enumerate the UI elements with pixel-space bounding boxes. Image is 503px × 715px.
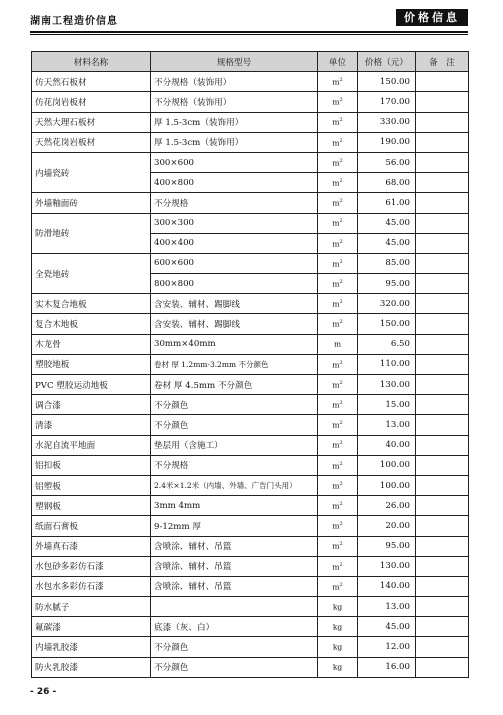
col-header-remark: 备 注 xyxy=(416,52,469,72)
spec: 400×800 xyxy=(151,173,318,193)
table-row xyxy=(32,152,469,172)
unit-exponent: 2 xyxy=(339,561,343,568)
price: 85.00 xyxy=(358,253,416,273)
table-row xyxy=(32,455,469,475)
price: 61.00 xyxy=(358,193,416,213)
material-name: 水泥自流平地面 xyxy=(32,435,151,455)
remark xyxy=(416,657,469,677)
unit-base: kg xyxy=(332,622,343,632)
unit-exponent: 2 xyxy=(339,157,343,164)
table-row xyxy=(32,92,469,112)
remark xyxy=(416,72,469,92)
spec: 9-12mm 厚 xyxy=(151,516,318,536)
unit-base: m xyxy=(332,299,340,309)
price: 190.00 xyxy=(358,132,416,152)
unit-exponent: 2 xyxy=(339,521,343,528)
unit-base: m xyxy=(332,97,340,107)
unit-exponent: 2 xyxy=(339,97,343,104)
price: 12.00 xyxy=(358,637,416,657)
remark xyxy=(416,92,469,112)
unit xyxy=(318,92,358,112)
price: 110.00 xyxy=(358,354,416,374)
unit-base: m xyxy=(332,198,340,208)
header-rule xyxy=(30,31,468,33)
table-row xyxy=(32,132,469,152)
remark xyxy=(416,112,469,132)
unit xyxy=(318,233,358,253)
table-row xyxy=(32,72,469,92)
remark xyxy=(416,213,469,233)
unit-base: m xyxy=(332,400,340,410)
table-row xyxy=(32,112,469,132)
spec: 厚 1.5-3cm（装饰用） xyxy=(151,132,318,152)
material-name: 水包砂多彩仿石漆 xyxy=(32,556,151,576)
table-header-row xyxy=(32,52,469,72)
spec: 含喷涂、辅材、吊篮 xyxy=(151,536,318,556)
unit-base: m xyxy=(332,259,340,269)
unit-exponent: 2 xyxy=(339,440,343,447)
spec: 含安装、辅材、踢脚线 xyxy=(151,294,318,314)
unit xyxy=(318,475,358,495)
col-header-spec: 规格型号 xyxy=(151,52,318,72)
unit-base: m xyxy=(332,178,340,188)
price: 68.00 xyxy=(358,173,416,193)
price: 45.00 xyxy=(358,617,416,637)
price: 13.00 xyxy=(358,597,416,617)
table-row xyxy=(32,415,469,435)
material-name: 全瓷地砖 xyxy=(32,253,151,293)
unit xyxy=(318,556,358,576)
material-name: 铝塑板 xyxy=(32,475,151,495)
material-name: 实木复合地板 xyxy=(32,294,151,314)
material-name: 外墙真石漆 xyxy=(32,536,151,556)
col-header-price: 价格（元） xyxy=(358,52,416,72)
table-row xyxy=(32,496,469,516)
unit-base: m xyxy=(332,319,340,329)
remark xyxy=(416,435,469,455)
material-name: 木龙骨 xyxy=(32,334,151,354)
unit-base: m xyxy=(332,77,340,87)
spec: 3mm 4mm xyxy=(151,496,318,516)
unit-base: m xyxy=(332,218,340,228)
spec: 30mm×40mm xyxy=(151,334,318,354)
unit xyxy=(318,395,358,415)
unit-exponent: 2 xyxy=(339,258,343,265)
unit xyxy=(318,152,358,172)
material-name: 塑胶地板 xyxy=(32,354,151,374)
unit xyxy=(318,132,358,152)
remark xyxy=(416,576,469,596)
remark xyxy=(416,314,469,334)
spec: 卷材 厚 1.2mm-3.2mm 不分颜色 xyxy=(151,354,318,374)
unit xyxy=(318,314,358,334)
material-name: 防水腻子 xyxy=(32,597,151,617)
unit-base: m xyxy=(332,440,340,450)
unit-exponent: 2 xyxy=(339,460,343,467)
unit-base: kg xyxy=(332,602,343,612)
remark xyxy=(416,637,469,657)
material-name: 外墙釉面砖 xyxy=(32,193,151,213)
unit xyxy=(318,375,358,395)
remark xyxy=(416,516,469,536)
unit-base: m xyxy=(332,138,340,148)
price: 45.00 xyxy=(358,233,416,253)
unit-base: m xyxy=(332,117,340,127)
material-name: 纸面石膏板 xyxy=(32,516,151,536)
unit xyxy=(318,72,358,92)
price: 16.00 xyxy=(358,657,416,677)
spec: 含喷涂、辅材、吊篮 xyxy=(151,556,318,576)
unit xyxy=(318,617,358,637)
material-name: PVC 塑胶运动地板 xyxy=(32,375,151,395)
unit-exponent: 2 xyxy=(339,581,343,588)
remark xyxy=(416,152,469,172)
table-row xyxy=(32,375,469,395)
col-header-unit: 单位 xyxy=(318,52,358,72)
unit-exponent: 2 xyxy=(339,117,343,124)
remark xyxy=(416,173,469,193)
remark xyxy=(416,294,469,314)
unit xyxy=(318,274,358,294)
unit xyxy=(318,173,358,193)
unit xyxy=(318,455,358,475)
unit xyxy=(318,657,358,677)
price: 45.00 xyxy=(358,213,416,233)
page-number: - 26 - xyxy=(30,687,57,697)
price: 170.00 xyxy=(358,92,416,112)
price-table xyxy=(31,51,469,678)
spec: 底漆（灰、白） xyxy=(151,617,318,637)
unit xyxy=(318,294,358,314)
material-name: 天然大理石板材 xyxy=(32,112,151,132)
unit-exponent: 2 xyxy=(339,400,343,407)
remark xyxy=(416,475,469,495)
unit xyxy=(318,112,358,132)
remark xyxy=(416,617,469,637)
price: 320.00 xyxy=(358,294,416,314)
unit-exponent: 2 xyxy=(339,480,343,487)
unit xyxy=(318,435,358,455)
material-name: 防滑地砖 xyxy=(32,213,151,253)
spec: 不分颜色 xyxy=(151,637,318,657)
remark xyxy=(416,334,469,354)
remark xyxy=(416,354,469,374)
material-name: 防火乳胶漆 xyxy=(32,657,151,677)
spec: 400×400 xyxy=(151,233,318,253)
spec: 600×600 xyxy=(151,253,318,273)
unit-base: m xyxy=(332,521,340,531)
spec: 不分规格（装饰用） xyxy=(151,72,318,92)
price: 95.00 xyxy=(358,274,416,294)
material-name: 调合漆 xyxy=(32,395,151,415)
table-row xyxy=(32,314,469,334)
spec: 2.4米×1.2米（内墙、外墙、广告门头用） xyxy=(151,475,318,495)
price: 6.50 xyxy=(358,334,416,354)
price: 150.00 xyxy=(358,72,416,92)
material-name: 仿天然石板材 xyxy=(32,72,151,92)
unit-base: m xyxy=(332,481,340,491)
table-row xyxy=(32,435,469,455)
unit xyxy=(318,597,358,617)
price: 140.00 xyxy=(358,576,416,596)
remark xyxy=(416,375,469,395)
material-name: 塑钢板 xyxy=(32,496,151,516)
unit-exponent: 2 xyxy=(339,238,343,245)
remark xyxy=(416,274,469,294)
unit-exponent: 2 xyxy=(339,420,343,427)
unit-exponent: 2 xyxy=(339,319,343,326)
table-row xyxy=(32,617,469,637)
price: 40.00 xyxy=(358,435,416,455)
unit-base: m xyxy=(332,420,340,430)
unit xyxy=(318,576,358,596)
material-name: 水包水多彩仿石漆 xyxy=(32,576,151,596)
table-row xyxy=(32,294,469,314)
spec: 卷材 厚 4.5mm 不分颜色 xyxy=(151,375,318,395)
spec xyxy=(151,597,318,617)
remark xyxy=(416,415,469,435)
remark xyxy=(416,233,469,253)
spec: 厚 1.5-3cm（装饰用） xyxy=(151,112,318,132)
unit-base: m xyxy=(332,461,340,471)
table-row xyxy=(32,253,469,273)
unit-exponent: 2 xyxy=(339,218,343,225)
price: 130.00 xyxy=(358,556,416,576)
material-name: 复合木地板 xyxy=(32,314,151,334)
table-row xyxy=(32,475,469,495)
price: 100.00 xyxy=(358,455,416,475)
price: 130.00 xyxy=(358,375,416,395)
spec: 含安装、辅材、踢脚线 xyxy=(151,314,318,334)
remark xyxy=(416,395,469,415)
unit-base: kg xyxy=(332,642,343,652)
spec: 不分规格 xyxy=(151,193,318,213)
remark xyxy=(416,556,469,576)
material-name: 铝扣板 xyxy=(32,455,151,475)
material-name: 内墙瓷砖 xyxy=(32,152,151,192)
price: 330.00 xyxy=(358,112,416,132)
unit-base: m xyxy=(332,541,340,551)
price: 13.00 xyxy=(358,415,416,435)
table-row xyxy=(32,334,469,354)
material-name: 仿花岗岩板材 xyxy=(32,92,151,112)
unit-base: m xyxy=(332,239,340,249)
table-row xyxy=(32,576,469,596)
unit-base: m xyxy=(332,582,340,592)
table-row xyxy=(32,516,469,536)
unit-base: kg xyxy=(332,662,343,672)
unit xyxy=(318,516,358,536)
table-row xyxy=(32,597,469,617)
spec: 含喷涂、辅材、吊篮 xyxy=(151,576,318,596)
material-name: 氟碳漆 xyxy=(32,617,151,637)
section-badge: 价格信息 xyxy=(396,9,468,26)
price: 95.00 xyxy=(358,536,416,556)
unit-exponent: 2 xyxy=(339,359,343,366)
unit-exponent: 2 xyxy=(339,379,343,386)
spec: 300×600 xyxy=(151,152,318,172)
remark xyxy=(416,597,469,617)
table-row xyxy=(32,536,469,556)
unit-exponent: 2 xyxy=(339,177,343,184)
unit-exponent: 2 xyxy=(339,541,343,548)
unit-exponent: 2 xyxy=(339,500,343,507)
spec: 不分规格 xyxy=(151,455,318,475)
unit-exponent: 2 xyxy=(339,77,343,84)
table-row xyxy=(32,395,469,415)
header-rule-thin xyxy=(30,34,468,35)
table-row xyxy=(32,354,469,374)
unit-base: m xyxy=(333,339,342,349)
remark xyxy=(416,253,469,273)
table-row xyxy=(32,556,469,576)
unit-base: m xyxy=(332,380,340,390)
unit xyxy=(318,637,358,657)
price: 26.00 xyxy=(358,496,416,516)
table-row xyxy=(32,193,469,213)
unit-exponent: 2 xyxy=(339,137,343,144)
spec: 300×300 xyxy=(151,213,318,233)
price: 20.00 xyxy=(358,516,416,536)
material-name: 清漆 xyxy=(32,415,151,435)
remark xyxy=(416,536,469,556)
spec: 不分颜色 xyxy=(151,395,318,415)
spec: 不分规格（装饰用） xyxy=(151,92,318,112)
material-name: 天然花岗岩板材 xyxy=(32,132,151,152)
publication-title: 湖南工程造价信息 xyxy=(30,16,118,27)
unit xyxy=(318,334,358,354)
col-header-name: 材料名称 xyxy=(32,52,151,72)
table-row xyxy=(32,213,469,233)
spec: 不分颜色 xyxy=(151,415,318,435)
unit xyxy=(318,253,358,273)
unit xyxy=(318,213,358,233)
remark xyxy=(416,455,469,475)
unit xyxy=(318,415,358,435)
unit xyxy=(318,496,358,516)
table-row xyxy=(32,657,469,677)
unit-exponent: 2 xyxy=(339,278,343,285)
remark xyxy=(416,132,469,152)
unit xyxy=(318,536,358,556)
price: 100.00 xyxy=(358,475,416,495)
material-name: 内墙乳胶漆 xyxy=(32,637,151,657)
spec: 800×800 xyxy=(151,274,318,294)
unit-base: m xyxy=(332,279,340,289)
remark xyxy=(416,496,469,516)
price: 150.00 xyxy=(358,314,416,334)
remark xyxy=(416,193,469,213)
price: 15.00 xyxy=(358,395,416,415)
spec: 垫层用（含施工） xyxy=(151,435,318,455)
unit-base: m xyxy=(332,562,340,572)
unit-base: m xyxy=(332,360,340,370)
spec: 不分颜色 xyxy=(151,657,318,677)
unit-exponent: 2 xyxy=(339,198,343,205)
unit-base: m xyxy=(332,158,340,168)
price: 56.00 xyxy=(358,152,416,172)
unit-base: m xyxy=(332,501,340,511)
table-row xyxy=(32,637,469,657)
unit xyxy=(318,193,358,213)
unit-exponent: 2 xyxy=(339,299,343,306)
unit xyxy=(318,354,358,374)
